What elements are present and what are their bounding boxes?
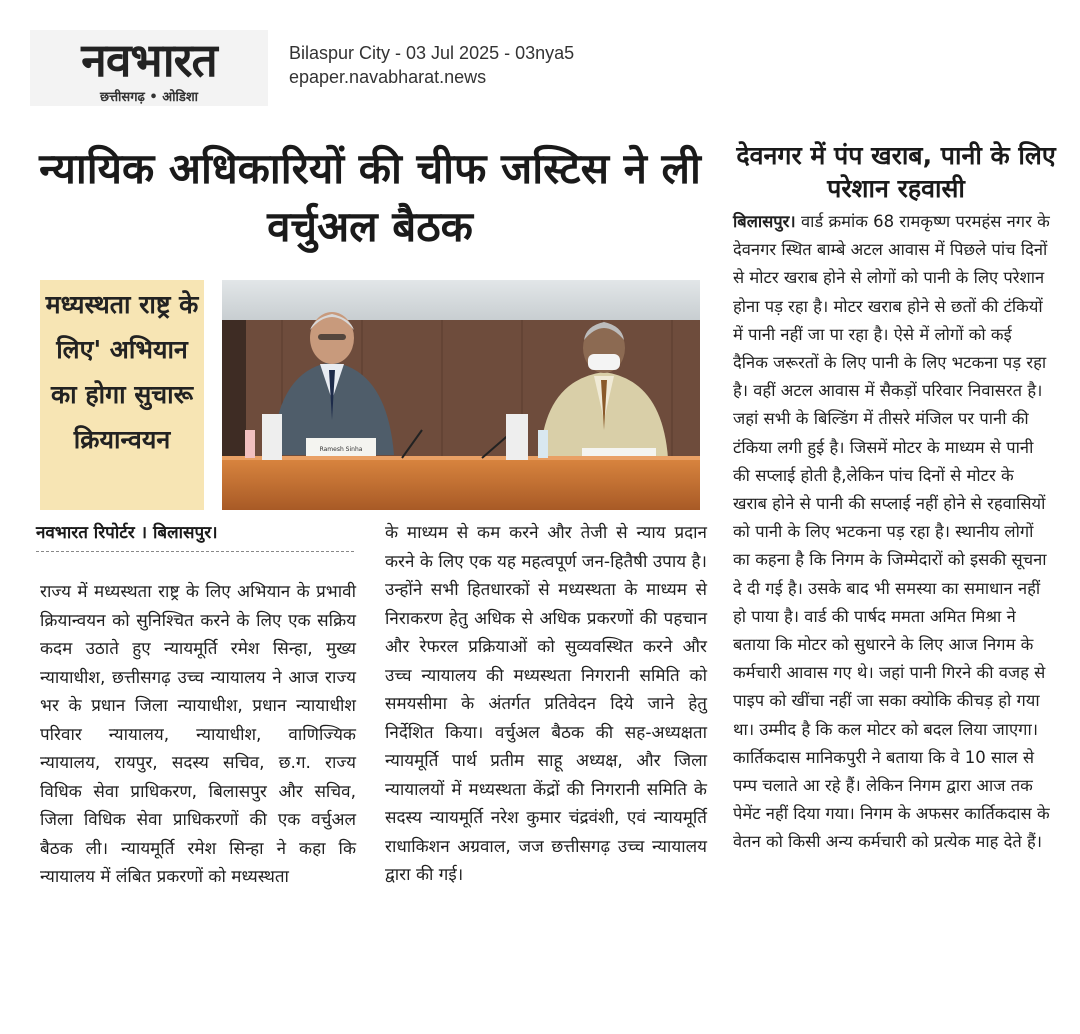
nameplate-left-text: Ramesh Sinha [319,446,363,453]
side-story-text: वार्ड क्रमांक 68 रामकृष्ण परमहंस नगर के देवनगर स्थित बाम्बे अटल आवास में पिछले पांच दिनों से मोटर खराब होने से लोगों को पानी के लिए परेशान होना पड़ रहा है। मोटर खराब होने से छतों की टंकियों में पानी नहीं जा पा रहा है। ऐसे में लोगों को कई दैनिक जरूरतों के लिए पानी के लिए भटकना पड़ रहा है। वहीं अटल आवास में सैकड़ों परिवार निवासरत है। जहां सभी के बिल्डिंग में तीसरे मंजिल पर पानी की टंकिया लगी हुई है। जिसमें मोटर के माध्यम से पानी की सप्लाई होती है,लेकिन पांच दिनों से मोटर के खराब होने से पानी की सप्लाई नहीं होने से रहवासियों को पानी के लिए भटकना पड़ रहा है। स्थानीय लोगों का कहना है कि निगम के जिम्मेदारों को इसकी सूचना दे दी गई है। उसके बाद भी समस्या का समाधान नहीं हो पाया है। वार्ड की पार्षद ममता अमित मिश्रा ने बताया कि मोटर को सुधारने के लिए आज निगम के कर्मचारी आवास गए थे। जहां पानी गिरने की वजह से पाइप को खींचा नहीं जा सका क्योकि कीचड़ हो गया था। उम्मीद है कि कल मोटर को बदल लिया जाएगा। कार्तिकदास मानिकपुरी ने बताया कि वे 10 साल से पम्प चलाते आ रहे हैं। लेकिन निगम द्वारा आज तक पेमेंट नहीं दिया गया। निगम के अफसर कार्तिकदास के वेतन को किसी अन्य कर्मचारी को प्रत्येक माह देते हैं। [733,212,1050,852]
side-story-body [733,208,1051,857]
side-story-dateline: बिलासपुर। [733,212,796,231]
logo-title: नवभारत [81,33,217,87]
side-headline: देवनगर में पंप खराब, पानी के लिए परेशान रहवासी [736,141,1056,203]
meeting-photo-illustration [222,280,700,510]
callout-box [40,280,204,510]
edition-line: Bilaspur City - 03 Jul 2025 - 03nya5 [289,43,575,63]
main-headline: न्यायिक अधिकारियों की चीफ जस्टिस ने ली वर्चुअल बैठक [39,144,701,251]
byline-divider [36,551,354,552]
meeting-photo [222,280,700,510]
newspaper-logo [30,30,268,106]
logo-subtitle: छत्तीसगढ़ • ओडिशा [99,90,199,105]
main-story-column-2: के माध्यम से कम करने और तेजी से न्याय प्रदान करने के लिए एक यह महत्वपूर्ण जन-हितैषी उपाय है। उन्होंने सभी हितधारकों से मध्यस्थता के माध्यम से निराकरण हेतु अधिक से अधिक प्रकरणों की पहचान और रेफरल प्रक्रियाओं को सुव्यवस्थित करने और उच्च न्यायालय की मध्यस्थता निगरानी समिति को समयसीमा के अंतर्गत प्रतिवेदन दिये जाने हेतु निर्देशित किया। वर्चुअल बैठक की सह-अध्यक्षता न्यायमूर्ति पार्थ प्रतीम साहू अध्यक्ष, और जिला न्यायालयों में मध्यस्थता केंद्रों की निगरानी समिति के सदस्य न्यायमूर्ति नरेश कुमार चंद्रवंशी, एवं न्यायमूर्ति राधाकिशन अग्रवाल, जज छत्तीसगढ़ उच्च न्यायालय द्वारा की गई। [385,523,707,885]
byline: नवभारत रिपोर्टर । बिलासपुर। [36,523,218,543]
main-story-column-1: राज्य में मध्यस्थता राष्ट्र के लिए अभियान के प्रभावी क्रियान्वयन को सुनिश्चित करने के लिए एक सक्रिय कदम उठाते हुए न्यायमूर्ति रमेश सिन्हा, मुख्य न्यायाधीश, छत्तीसगढ़ उच्च न्यायालय ने आज राज्य भर के प्रधान जिला न्यायाधीश, प्रधान न्यायाधीश परिवार न्यायालय, न्यायाधीश, वाणिज्यिक न्यायालय, रायपुर, सदस्य सचिव, छ.ग. राज्य विधिक सेवा प्राधिकरण, बिलासपुर और सचिव, जिला विधिक सेवा प्राधिकरणों की एक वर्चुअल बैठक ली। न्यायमूर्ति रमेश सिन्हा ने कहा कि न्यायालय में लंबित प्रकरणों को मध्यस्थता [40,582,356,887]
callout-text: मध्यस्थता राष्ट्र के लिए' अभियान का होगा सुचारू क्रियान्वयन [45,290,199,454]
epaper-url[interactable]: epaper.navabharat.news [289,67,487,87]
